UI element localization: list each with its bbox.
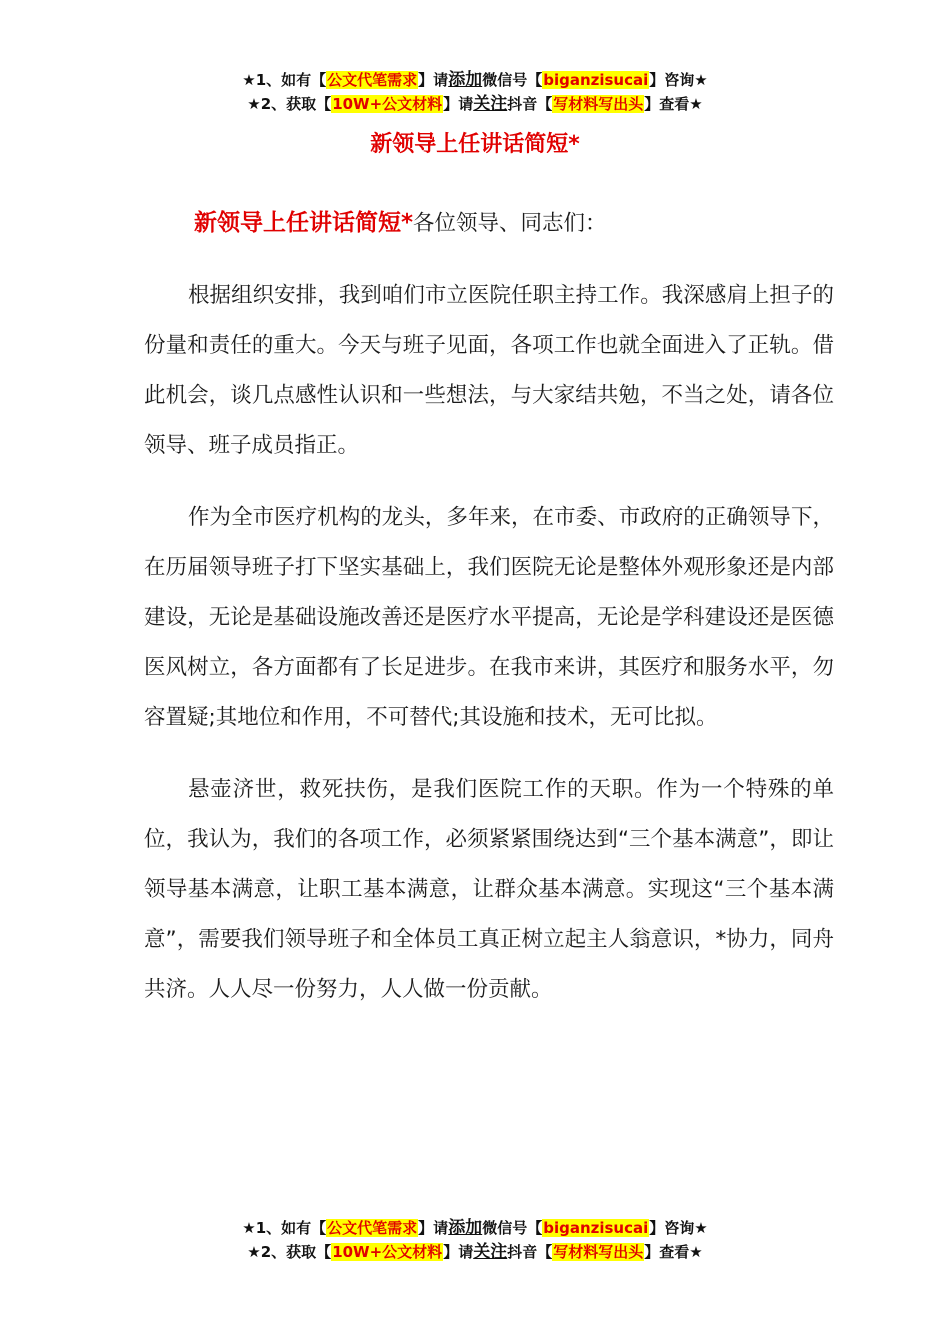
promo-text: 微信号【 <box>482 71 543 89</box>
promo-emphasis: 关注 <box>473 1242 508 1262</box>
greeting-paragraph <box>144 198 834 249</box>
promo-text: 】请 <box>443 1243 474 1261</box>
promo-line-2 <box>0 1240 950 1264</box>
promo-text: 】咨询★ <box>649 1219 708 1237</box>
promo-wechat-id: biganzisucai <box>543 1219 649 1237</box>
paragraph-3: 悬壶济世，救死扶伤，是我们医院工作的天职。作为一个特殊的单位，我认为，我们的各项工作，必须紧紧围绕达到“三个基本满意”，即让领导基本满意，让职工基本满意，让群众基本满意。实现这“三个基本满意”，需要我们领导班子和全体员工真正树立起主人翁意识，*协力，同舟共济。人人尽一份努力，人人做一份贡献。 <box>144 777 834 1002</box>
footer-promo <box>0 1216 950 1264</box>
promo-douyin-id: 写材料写出头 <box>553 1243 644 1261</box>
paragraph-2: 作为全市医疗机构的龙头，多年来，在市委、市政府的正确领导下，在历届领导班子打下坚实基础上，我们医院无论是整体外观形象还是内部建设，无论是基础设施改善还是医疗水平提高，无论是学科建设还是医德医风树立，各方面都有了长足进步。在我市来讲，其医疗和服务水平，勿容置疑;其地位和作用，不可替代;其设施和技术，无可比拟。 <box>144 505 834 730</box>
inline-title: 新领导上任讲话简短* <box>194 210 414 236</box>
promo-text: ★1、如有【 <box>242 71 327 89</box>
promo-text: 抖音【 <box>507 95 553 113</box>
promo-text: ★2、获取【 <box>247 1243 332 1261</box>
greeting: 各位领导、同志们： <box>413 211 607 236</box>
promo-text: 】请 <box>418 1219 449 1237</box>
promo-text: 微信号【 <box>482 1219 543 1237</box>
promo-emphasis: 关注 <box>473 94 508 114</box>
promo-emphasis: 添加 <box>448 70 483 90</box>
document-body <box>144 198 834 1037</box>
document-title: 新领导上任讲话简短* <box>370 132 580 157</box>
promo-text: ★1、如有【 <box>242 1219 327 1237</box>
promo-wechat-id: biganzisucai <box>543 71 649 89</box>
promo-text: 】请 <box>418 71 449 89</box>
promo-line-1 <box>0 1216 950 1240</box>
promo-text: ★2、获取【 <box>247 95 332 113</box>
promo-text: 】查看★ <box>644 95 703 113</box>
promo-douyin-id: 写材料写出头 <box>553 95 644 113</box>
header-promo <box>0 68 950 116</box>
paragraph-1: 根据组织安排，我到咱们市立医院任职主持工作。我深感肩上担子的份量和责任的重大。今天与班子见面，各项工作也就全面进入了正轨。借此机会，谈几点感性认识和一些想法，与大家结共勉，不当之处，请各位领导、班子成员指正。 <box>144 283 834 458</box>
promo-text: 抖音【 <box>507 1243 553 1261</box>
promo-line-1 <box>0 68 950 92</box>
promo-text: 】请 <box>443 95 474 113</box>
promo-highlight: 10W+公文材料 <box>332 1243 443 1261</box>
promo-highlight: 10W+公文材料 <box>332 95 443 113</box>
promo-text: 】咨询★ <box>649 71 708 89</box>
promo-text: 】查看★ <box>644 1243 703 1261</box>
promo-line-2 <box>0 92 950 116</box>
promo-highlight: 公文代笔需求 <box>327 1219 418 1237</box>
promo-highlight: 公文代笔需求 <box>327 71 418 89</box>
promo-emphasis: 添加 <box>448 1218 483 1238</box>
